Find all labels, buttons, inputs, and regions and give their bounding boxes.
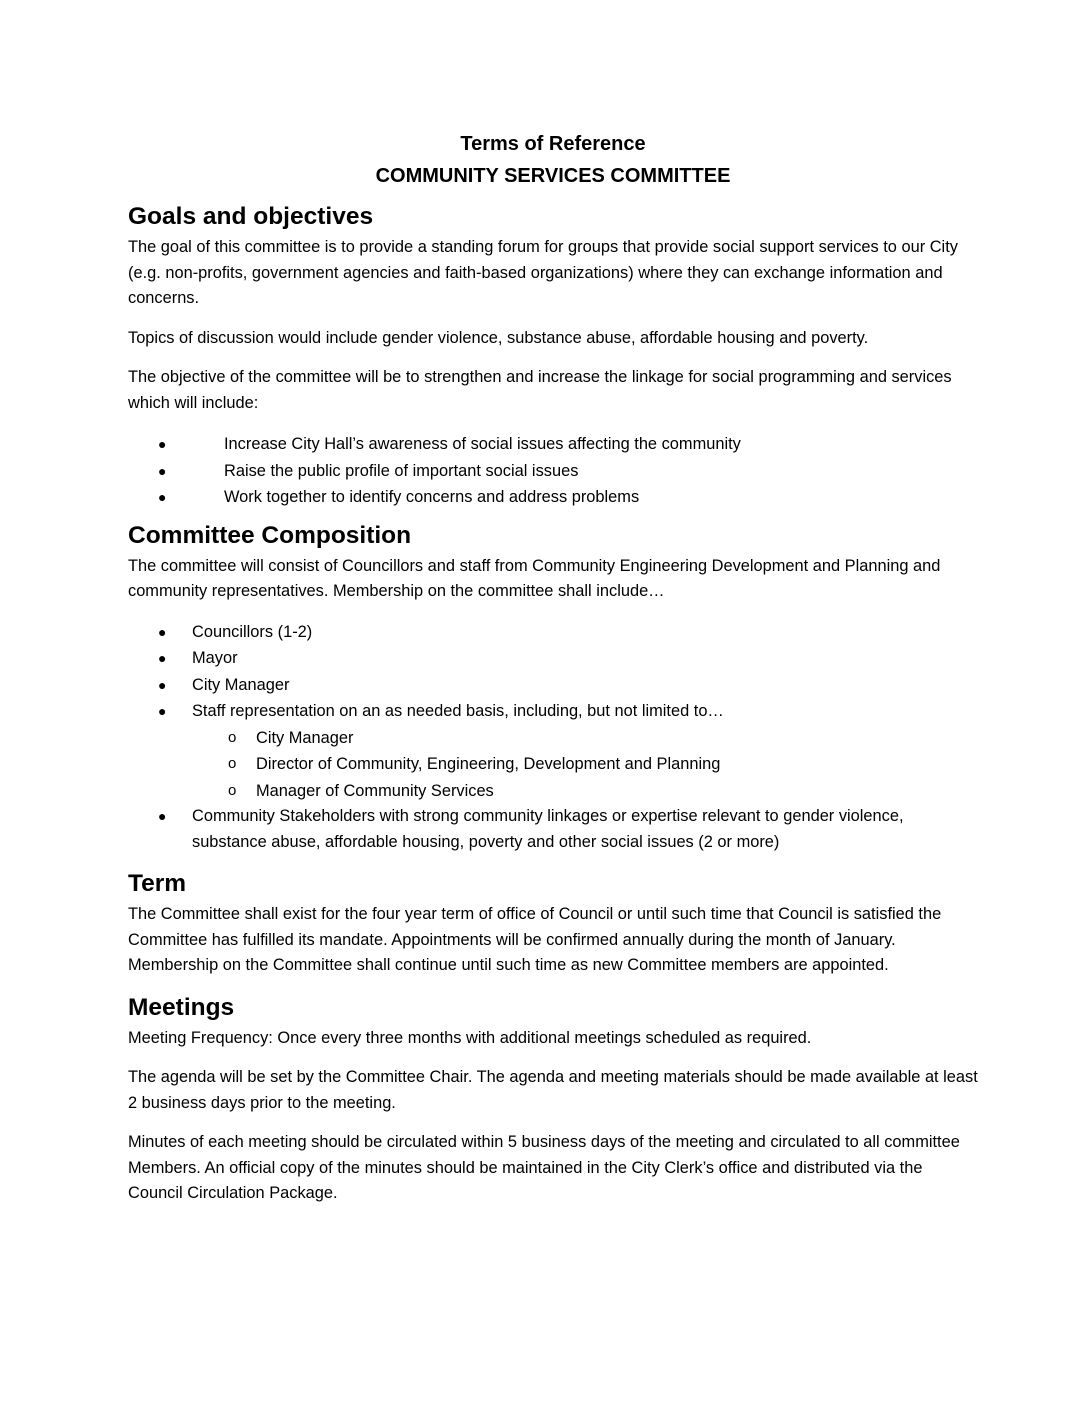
list-item: ● Work together to identify concerns and address problems xyxy=(128,484,978,511)
bullet-icon: ● xyxy=(158,676,167,693)
staff-sub-list xyxy=(128,725,978,805)
bullet-icon: ● xyxy=(158,436,167,452)
sub-bullet-icon: o xyxy=(228,781,237,799)
list-item: ● City Manager xyxy=(128,672,978,699)
minutes-paragraph: Minutes of each meeting should be circulated within 5 business days of the meeting and circulated to all committee Members. An official copy of the minutes should be maintained in the City Clerk’s office and distributed via the Council Circulation Package. xyxy=(128,1133,960,1202)
meetings-heading: Meetings xyxy=(128,993,235,1021)
document-content xyxy=(128,128,978,1207)
list-item: ● Councillors (1-2) xyxy=(128,619,978,646)
list-item: ● Mayor xyxy=(128,645,978,672)
objective-paragraph: The objective of the committee will be to strengthen and increase the linkage for social programming and services which will include: xyxy=(128,368,952,412)
bullet-icon: ● xyxy=(158,489,167,505)
list-item: o Director of Community, Engineering, Development and Planning xyxy=(128,751,978,778)
stakeholders-list xyxy=(128,804,978,855)
list-item: ● Increase City Hall’s awareness of social issues affecting the community xyxy=(128,431,978,458)
sub-bullet-icon: o xyxy=(228,755,237,772)
bullet-icon: ● xyxy=(158,462,167,479)
term-heading: Term xyxy=(128,870,187,897)
term-paragraph: The Committee shall exist for the four year term of office of Council or until such time that Council is satisfied the Committee has fulfilled its mandate. Appointments will be confirmed annually during the month of January. Membership on the Committee shall continue until such time as new Committee members are appointed. xyxy=(128,905,942,974)
topics-paragraph: Topics of discussion would include gender violence, substance abuse, affordable housing and poverty. xyxy=(128,328,869,347)
list-item: o City Manager xyxy=(128,725,978,752)
bullet-icon: ● xyxy=(158,650,167,666)
composition-paragraph: The committee will consist of Councillors and staff from Community Engineering Development and Planning and community representatives. Membership on the committee shall include… xyxy=(128,556,941,600)
list-item: ● Community Stakeholders with strong community linkages or expertise relevant to gender violence, substance abuse, affordable housing, poverty and other social issues (2 or more) xyxy=(128,804,978,855)
goals-paragraph: The goal of this committee is to provide a standing forum for groups that provide social support services to our City (e.g. non-profits, government agencies and faith-based organizations) where they can exchange information and concerns. xyxy=(128,238,958,307)
goals-heading: Goals and objectives xyxy=(128,203,374,230)
composition-heading: Committee Composition xyxy=(128,521,412,549)
document-title-line-1: Terms of Reference xyxy=(460,133,646,155)
sub-bullet-icon: o xyxy=(228,728,237,746)
bullet-icon: ● xyxy=(158,703,167,719)
bullet-icon: ● xyxy=(158,808,167,824)
agenda-paragraph: The agenda will be set by the Committee Chair. The agenda and meeting materials should be made available at least 2 business days prior to the meeting. xyxy=(128,1068,978,1112)
objectives-list xyxy=(128,431,978,511)
members-list xyxy=(128,619,978,725)
meeting-frequency-paragraph: Meeting Frequency: Once every three months with additional meetings scheduled as required. xyxy=(128,1028,812,1047)
bullet-icon: ● xyxy=(158,623,167,640)
list-item: ● Raise the public profile of important social issues xyxy=(128,458,978,485)
list-item: ● Staff representation on an as needed basis, including, but not limited to… xyxy=(128,698,978,725)
document-title-line-2: COMMUNITY SERVICES COMMITTEE xyxy=(375,165,731,187)
list-item: o Manager of Community Services xyxy=(128,778,978,805)
